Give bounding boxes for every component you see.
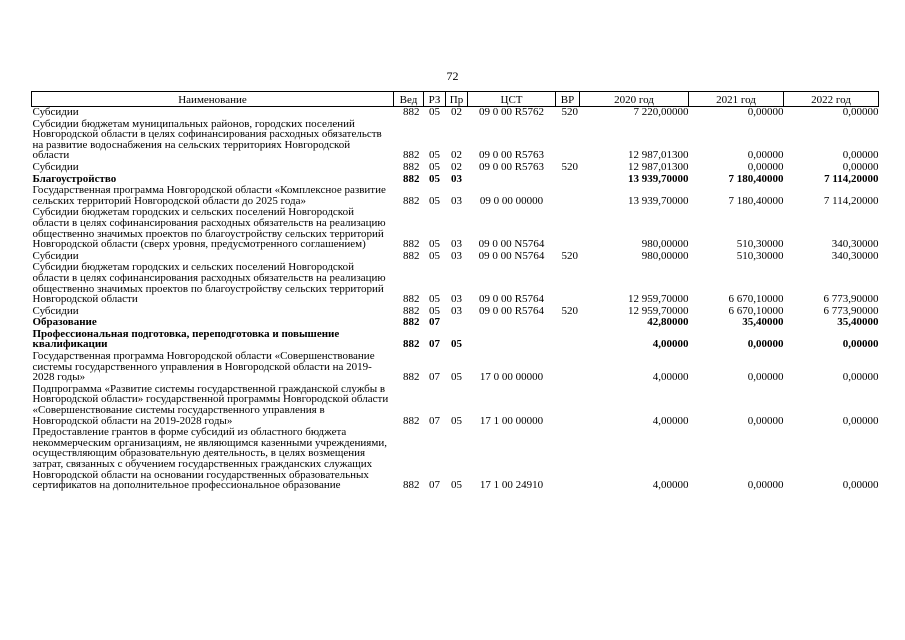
cell-vr xyxy=(556,173,580,185)
cell-vr xyxy=(556,350,580,383)
cell-pr: 03 xyxy=(451,194,462,207)
cell-rz: 05 xyxy=(429,106,440,118)
cell-2021: 0,00000 xyxy=(747,149,784,162)
cell-2021: 0,00000 xyxy=(747,338,784,351)
table-row xyxy=(32,261,879,304)
cell-pr: 02 xyxy=(451,106,462,118)
cell-rz: 07 xyxy=(429,316,440,329)
cell-2022: 0,00000 xyxy=(842,414,879,427)
cell-vr: 520 xyxy=(561,304,578,317)
cell-pr: 03 xyxy=(451,304,462,317)
cell-pr xyxy=(446,316,468,328)
table-row xyxy=(32,118,879,161)
cell-cst xyxy=(468,328,556,350)
cell-ved: 882 xyxy=(403,316,420,329)
cell-cst: 09 0 00 N5764 xyxy=(478,238,545,251)
cell-2022: 0,00000 xyxy=(842,479,879,492)
cell-2020: 42,80000 xyxy=(647,316,689,329)
header-rz: РЗ xyxy=(424,92,446,107)
cell-2021: 510,30000 xyxy=(736,249,784,262)
cell-cst: 09 0 00 R5763 xyxy=(478,149,545,162)
cell-ved: 882 xyxy=(403,160,420,173)
cell-2022: 340,30000 xyxy=(831,249,879,262)
table-header-row xyxy=(32,92,879,107)
cell-ved: 882 xyxy=(403,479,420,492)
budget-table xyxy=(31,91,879,491)
cell-2020: 4,00000 xyxy=(652,479,689,492)
cell-rz: 07 xyxy=(429,338,440,351)
cell-rz: 07 xyxy=(429,371,440,384)
header-ved: Вед xyxy=(394,92,424,107)
cell-name: Субсидии xyxy=(32,160,79,173)
cell-name: Субсидии xyxy=(32,106,79,118)
header-pr: Пр xyxy=(446,92,468,107)
cell-cst xyxy=(468,316,556,328)
table-body xyxy=(32,107,879,491)
cell-vr: 520 xyxy=(561,106,578,118)
cell-pr: 05 xyxy=(451,338,462,351)
cell-2022: 6 773,90000 xyxy=(823,304,879,317)
table-row xyxy=(32,184,879,206)
cell-rz: 05 xyxy=(429,194,440,207)
cell-vr xyxy=(556,426,580,491)
table-row xyxy=(32,107,879,118)
cell-2022: 35,40000 xyxy=(837,316,879,329)
cell-ved: 882 xyxy=(403,338,420,351)
cell-pr: 02 xyxy=(451,160,462,173)
cell-2020: 7 220,00000 xyxy=(633,106,689,118)
cell-name: Государственная программа Новгородской области «Совершенствование системы государственного управления в Новгородской области на 2019-2028 годы» xyxy=(32,350,375,384)
cell-2021: 0,00000 xyxy=(747,106,784,118)
cell-cst: 17 1 00 00000 xyxy=(479,414,544,427)
cell-name: Субсидии xyxy=(32,304,79,317)
table-row xyxy=(32,316,879,328)
cell-name: Профессиональная подготовка, переподготовка и повышение квалификации xyxy=(32,327,340,351)
table-row xyxy=(32,426,879,491)
cell-2022: 7 114,20000 xyxy=(823,194,879,207)
cell-rz: 05 xyxy=(429,238,440,251)
cell-2021: 6 670,10000 xyxy=(728,304,784,317)
cell-cst: 09 0 00 R5764 xyxy=(478,293,545,306)
cell-cst: 09 0 00 00000 xyxy=(479,194,544,207)
cell-ved: 882 xyxy=(403,172,420,185)
cell-rz: 07 xyxy=(429,479,440,492)
cell-vr xyxy=(556,184,580,206)
cell-pr: 03 xyxy=(451,172,462,185)
cell-name: Образование xyxy=(32,316,97,329)
cell-vr xyxy=(556,206,580,249)
cell-2021: 510,30000 xyxy=(736,238,784,251)
cell-2022: 0,00000 xyxy=(842,149,879,162)
table-row xyxy=(32,206,879,249)
cell-rz: 05 xyxy=(429,172,440,185)
cell-ved: 882 xyxy=(403,371,420,384)
header-2022: 2022 год xyxy=(784,92,879,107)
cell-rz: 07 xyxy=(429,414,440,427)
cell-ved: 882 xyxy=(403,304,420,317)
cell-2020: 4,00000 xyxy=(652,414,689,427)
cell-vr xyxy=(556,328,580,350)
cell-2020: 12 959,70000 xyxy=(628,293,689,306)
cell-vr xyxy=(556,261,580,304)
table-row xyxy=(32,305,879,317)
cell-2020: 980,00000 xyxy=(641,249,689,262)
cell-cst: 09 0 00 R5763 xyxy=(478,160,545,173)
cell-ved: 882 xyxy=(403,194,420,207)
cell-2022: 6 773,90000 xyxy=(823,293,879,306)
cell-vr xyxy=(556,118,580,161)
cell-rz: 05 xyxy=(429,293,440,306)
cell-2021: 7 180,40000 xyxy=(728,172,784,185)
cell-name: Субсидии бюджетам муниципальных районов, городских поселений Новгородской области в целях софинансирования расходных обязательств на развитие водоснабжения на сельских территориях Новгородской области xyxy=(32,117,382,162)
cell-2020: 12 959,70000 xyxy=(628,304,689,317)
cell-ved: 882 xyxy=(403,293,420,306)
cell-2022: 0,00000 xyxy=(842,106,879,118)
table-row xyxy=(32,173,879,185)
cell-2020: 12 987,01300 xyxy=(628,160,689,173)
cell-2021: 0,00000 xyxy=(747,479,784,492)
cell-2020: 4,00000 xyxy=(652,371,689,384)
cell-2021: 0,00000 xyxy=(747,371,784,384)
header-2021: 2021 год xyxy=(689,92,784,107)
cell-2022: 0,00000 xyxy=(842,338,879,351)
cell-2022: 7 114,20000 xyxy=(824,172,879,185)
cell-name: Благоустройство xyxy=(32,172,117,185)
cell-name: Государственная программа Новгородской области «Комплексное развитие сельских территорий Новгородской области до 2025 года» xyxy=(32,184,386,207)
cell-rz: 05 xyxy=(429,249,440,262)
cell-rz: 05 xyxy=(429,149,440,162)
cell-name: Субсидии бюджетам городских и сельских поселений Новгородской области в целях софинансирования расходных обязательств на реализацию общественно значимых проектов по благоустройству сельских территорий Новгородской области (сверх уровня, предусмотренного соглашением) xyxy=(32,206,386,251)
header-name: Наименование xyxy=(32,92,394,107)
cell-2020: 980,00000 xyxy=(641,238,689,251)
cell-ved: 882 xyxy=(403,238,420,251)
page-number: 72 xyxy=(446,69,459,83)
table-row xyxy=(32,250,879,262)
cell-2021: 0,00000 xyxy=(747,414,784,427)
cell-cst: 09 0 00 R5764 xyxy=(478,304,545,317)
cell-2020: 4,00000 xyxy=(652,338,689,351)
cell-2020: 13 939,70000 xyxy=(628,172,689,185)
cell-2020: 12 987,01300 xyxy=(628,149,689,162)
cell-name: Субсидии бюджетам городских и сельских поселений Новгородской области в целях софинансирования расходных обязательств на реализацию общественно значимых проектов по благоустройству сельских территорий Новгородской области xyxy=(32,261,386,306)
cell-pr: 05 xyxy=(451,479,462,492)
table-row xyxy=(32,383,879,426)
table-row xyxy=(32,161,879,173)
cell-vr: 520 xyxy=(561,249,578,262)
cell-cst: 09 0 00 R5762 xyxy=(478,106,545,118)
cell-2022: 0,00000 xyxy=(842,371,879,384)
cell-2022: 340,30000 xyxy=(831,238,879,251)
table-row xyxy=(32,328,879,350)
cell-pr: 05 xyxy=(451,414,462,427)
cell-rz: 05 xyxy=(429,160,440,173)
cell-rz: 05 xyxy=(429,304,440,317)
cell-vr xyxy=(556,383,580,426)
header-cst: ЦСТ xyxy=(468,92,556,107)
cell-ved: 882 xyxy=(403,106,420,118)
cell-cst: 17 0 00 00000 xyxy=(479,371,544,384)
cell-name: Подпрограмма «Развитие системы государственной гражданской службы в Новгородской области» государственной программы Новгородской области «Совершенствование системы государственного управления в Новгородской области на 2019-2028 годы» xyxy=(32,382,389,427)
cell-pr: 03 xyxy=(451,293,462,306)
cell-name: Субсидии xyxy=(32,249,79,262)
cell-cst xyxy=(468,173,556,185)
cell-vr: 520 xyxy=(561,160,578,173)
cell-2020: 13 939,70000 xyxy=(628,194,689,207)
cell-2021: 6 670,10000 xyxy=(728,293,784,306)
cell-pr: 03 xyxy=(451,249,462,262)
cell-pr: 05 xyxy=(451,371,462,384)
cell-ved: 882 xyxy=(403,149,420,162)
cell-name: Предоставление грантов в форме субсидий из областного бюджета некоммерческим организациям, не являющимся казенными учреждениями, осуществляющим образовательную деятельность, в целях возмещения затрат, связанных с обучением государственных гражданских служащих Новгородской области на основании государственных образовательных сертификатов на дополнительное профессиональное образование xyxy=(32,426,387,492)
cell-2022: 0,00000 xyxy=(842,160,879,173)
cell-2021: 35,40000 xyxy=(742,316,784,329)
cell-ved: 882 xyxy=(403,414,420,427)
cell-2021: 7 180,40000 xyxy=(728,194,784,207)
header-2020: 2020 год xyxy=(580,92,689,107)
cell-vr xyxy=(556,316,580,328)
header-vr: ВР xyxy=(556,92,580,107)
cell-cst: 17 1 00 24910 xyxy=(479,479,544,492)
cell-pr: 03 xyxy=(451,238,462,251)
cell-cst: 09 0 00 N5764 xyxy=(478,249,545,262)
cell-pr: 02 xyxy=(451,149,462,162)
cell-ved: 882 xyxy=(403,249,420,262)
table-row xyxy=(32,350,879,383)
cell-2021: 0,00000 xyxy=(747,160,784,173)
